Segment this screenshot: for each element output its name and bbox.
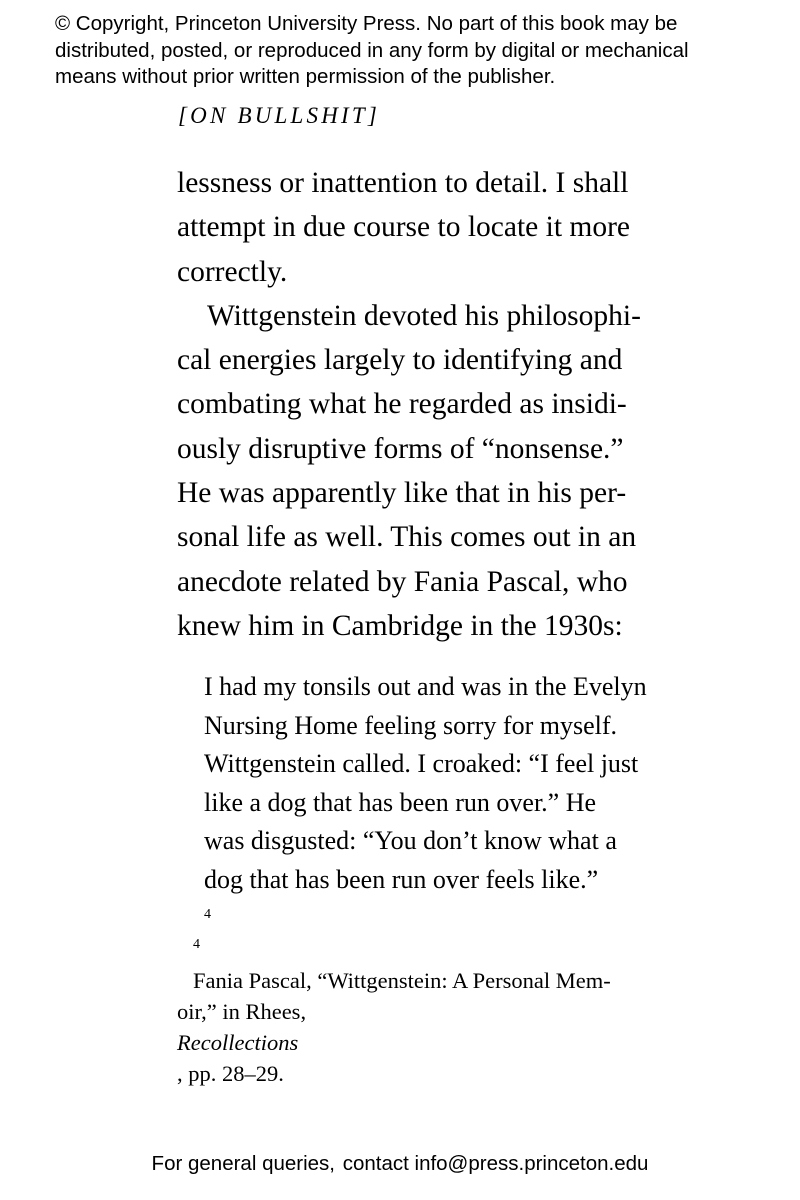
text-line: He was apparently like that in his per-: [177, 477, 627, 510]
text-line: lessness or inattention to detail. I shall: [177, 167, 629, 199]
text-line: attempt in due course to locate it more: [177, 211, 631, 244]
block-quote: [204, 668, 724, 938]
text-line: sonal life as well. This comes out in an: [177, 521, 637, 554]
quote-line: Nursing Home feeling sorry for myself.: [204, 710, 618, 740]
running-head: [ON BULLSHIT]: [178, 103, 381, 128]
footnote-text: oir,” in Rhees,: [177, 999, 307, 1024]
footnote-text: Fania Pascal, “Wittgenstein: A Personal Mem-: [193, 968, 611, 993]
text-line: correctly.: [177, 255, 288, 288]
text-line: ously disruptive forms of “nonsense.”: [177, 432, 624, 465]
footnote-text: , pp. 28–29.: [177, 1061, 284, 1086]
footnote: [177, 934, 697, 1089]
contact-email[interactable]: contact info@press.princeton.edu: [342, 1152, 649, 1175]
text-line: anecdote related by Fania Pascal, who: [177, 565, 628, 598]
text-line: knew him in Cambridge in the 1930s:: [177, 609, 623, 642]
copyright-notice: [55, 11, 775, 91]
copyright-line: © Copyright, Princeton University Press. No part of this book may be: [55, 12, 678, 35]
contact-text: For general queries,: [151, 1152, 336, 1175]
quote-line: like a dog that has been run over.” He: [204, 787, 597, 817]
text-line: cal energies largely to identifying and: [177, 344, 623, 377]
footnote-line: [177, 934, 697, 996]
quote-line-last: [204, 861, 724, 938]
copyright-line: distributed, posted, or reproduced in any form by digital or mechanical: [55, 38, 689, 62]
contact-footer: [0, 1152, 800, 1176]
quote-line: was disgusted: “You don’t know what a: [204, 826, 617, 856]
quote-line: Wittgenstein called. I croaked: “I feel just: [204, 749, 639, 779]
footnote-reference[interactable]: 4: [204, 906, 211, 922]
footnote-number: 4: [193, 937, 200, 952]
footnote-book-title: Recollections: [177, 1030, 299, 1055]
quote-line: I had my tonsils out and was in the Evelyn: [204, 672, 647, 701]
quote-line-text: dog that has been run over feels like.”: [204, 864, 599, 894]
copyright-line: means without prior written permission of the publisher.: [55, 65, 556, 88]
footnote-line: [177, 996, 697, 1089]
text-line: combating what he regarded as insidi-: [177, 388, 627, 421]
text-line: Wittgenstein devoted his philosophi-: [207, 299, 641, 332]
body-text: [177, 161, 697, 648]
